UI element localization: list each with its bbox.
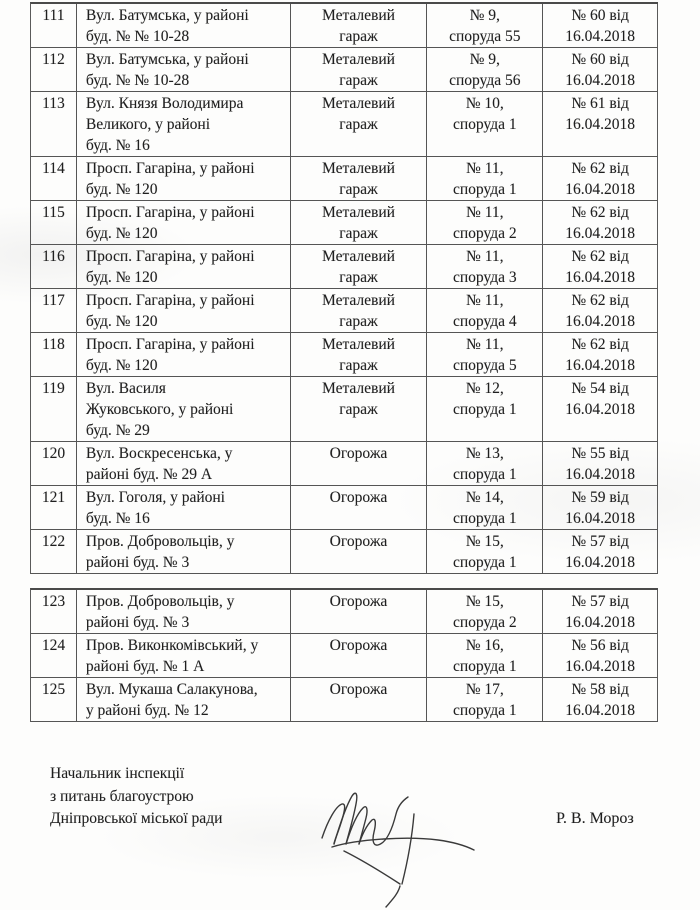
table-row	[31, 530, 658, 574]
cell-line: № 60 від	[571, 51, 629, 68]
cell-line: буд. № № 10-28	[85, 28, 190, 45]
cell-line: № 15,	[465, 593, 504, 610]
cell-line: Вул. Гоголя, у районі	[85, 489, 225, 506]
order-reference-cell	[543, 201, 658, 244]
cell-line: Пров. Добровольців, у	[85, 593, 235, 610]
cell-line: 16.04.2018	[565, 72, 635, 89]
table-row	[31, 92, 658, 157]
address-cell	[77, 530, 291, 573]
cell-line: Металевий	[322, 204, 395, 221]
cell-line: у районі буд. № 12	[85, 702, 209, 719]
cell-line: № 62 від	[571, 204, 629, 221]
cell-line: Вул. Мукаша Салакунова,	[85, 681, 258, 698]
cell-line: споруда 1	[452, 401, 517, 418]
address-cell	[77, 48, 291, 91]
signatory-role-line: Начальник інспекції	[50, 765, 185, 782]
structure-type-cell	[291, 157, 428, 200]
order-reference-cell	[543, 4, 658, 47]
cell-line: Просп. Гагаріна, у районі	[85, 292, 255, 309]
table-row	[31, 678, 658, 722]
structure-type-cell	[291, 333, 428, 376]
structure-type-cell	[291, 590, 428, 633]
address-cell	[77, 245, 291, 288]
cell-line: гараж	[339, 269, 378, 286]
structure-type-cell	[291, 92, 428, 156]
cell-line: гараж	[339, 116, 378, 133]
structure-number-cell	[427, 678, 543, 721]
address-cell	[77, 442, 291, 485]
cell-line: Огорожа	[329, 533, 388, 550]
cell-line: 16.04.2018	[565, 614, 635, 631]
cell-line: Вул. Воскресенська, у	[85, 445, 233, 462]
order-reference-cell	[543, 48, 658, 91]
structure-type-cell	[291, 486, 428, 529]
cell-line: Жуковського, у районі	[85, 401, 234, 418]
cell-line: Огорожа	[329, 593, 388, 610]
row-number-cell	[31, 92, 77, 156]
cell-line: № 9,	[469, 51, 500, 68]
table-row	[31, 48, 658, 92]
cell-line: споруда 1	[452, 554, 517, 571]
cell-line: № 10,	[465, 95, 504, 112]
structure-number-cell	[427, 289, 543, 332]
address-cell	[77, 590, 291, 633]
cell-line: Просп. Гагаріна, у районі	[85, 336, 255, 353]
structure-number-cell	[427, 530, 543, 573]
cell-line: Металевий	[322, 160, 395, 177]
cell-line: Вул. Василя	[85, 380, 166, 397]
cell-line: № 17,	[465, 681, 504, 698]
structure-number-cell	[427, 201, 543, 244]
address-cell	[77, 92, 291, 156]
cell-line: 16.04.2018	[565, 181, 635, 198]
signatory-role	[50, 763, 222, 831]
cell-line: Вул. Батумська, у районі	[85, 7, 249, 24]
structure-type-cell	[291, 678, 428, 721]
cell-line: № 60 від	[571, 7, 629, 24]
structure-type-cell	[291, 634, 428, 677]
structure-type-cell	[291, 245, 428, 288]
row-number-cell	[31, 201, 77, 244]
cell-line: буд. № 120	[85, 181, 158, 198]
structure-type-cell	[291, 48, 428, 91]
cell-line: 114	[42, 160, 65, 177]
structure-number-cell	[427, 486, 543, 529]
row-number-cell	[31, 4, 77, 47]
structures-table-upper	[30, 2, 658, 574]
row-number-cell	[31, 442, 77, 485]
cell-line: Огорожа	[329, 681, 388, 698]
cell-line: Вул. Князя Володимира	[85, 95, 244, 112]
cell-line: буд. № 120	[85, 269, 158, 286]
cell-line: № 62 від	[571, 248, 629, 265]
cell-line: Металевий	[322, 95, 395, 112]
cell-line: гараж	[339, 357, 378, 374]
address-cell	[77, 157, 291, 200]
cell-line: № 11,	[466, 336, 504, 353]
row-number-cell	[31, 678, 77, 721]
structure-type-cell	[291, 4, 428, 47]
cell-line: 16.04.2018	[565, 466, 635, 483]
cell-line: 16.04.2018	[565, 554, 635, 571]
cell-line: 124	[41, 637, 66, 654]
cell-line: № 12,	[465, 380, 504, 397]
structure-number-cell	[427, 48, 543, 91]
cell-line: № 59 від	[571, 489, 629, 506]
cell-line: буд. № 120	[85, 313, 158, 330]
cell-line: гараж	[339, 28, 378, 45]
address-cell	[77, 333, 291, 376]
cell-line: буд. № 16	[85, 137, 150, 154]
order-reference-cell	[543, 92, 658, 156]
cell-line: № 14,	[465, 489, 504, 506]
cell-line: буд. № 16	[85, 510, 150, 527]
cell-line: 112	[42, 51, 65, 68]
table-row	[31, 590, 658, 634]
cell-line: Просп. Гагаріна, у районі	[85, 160, 255, 177]
structure-number-cell	[427, 4, 543, 47]
row-number-cell	[31, 530, 77, 573]
cell-line: 16.04.2018	[565, 658, 635, 675]
structure-number-cell	[427, 590, 543, 633]
structure-number-cell	[427, 157, 543, 200]
cell-line: 123	[41, 593, 66, 610]
cell-line: 122	[41, 533, 66, 550]
cell-line: районі буд. № 29 А	[85, 466, 213, 483]
cell-line: Пров. Добровольців, у	[85, 533, 235, 550]
cell-line: споруда 1	[452, 702, 517, 719]
cell-line: № 61 від	[571, 95, 629, 112]
cell-line: споруда 55	[449, 28, 521, 45]
cell-line: 16.04.2018	[565, 116, 635, 133]
cell-line: № 56 від	[571, 637, 629, 654]
cell-line: споруда 1	[452, 510, 517, 527]
order-reference-cell	[543, 333, 658, 376]
table-row	[31, 333, 658, 377]
cell-line: Просп. Гагаріна, у районі	[85, 248, 255, 265]
table-row	[31, 486, 658, 530]
cell-line: споруда 56	[449, 72, 521, 89]
row-number-cell	[31, 486, 77, 529]
order-reference-cell	[543, 486, 658, 529]
table-row	[31, 4, 658, 48]
cell-line: № 9,	[469, 7, 500, 24]
order-reference-cell	[543, 442, 658, 485]
table-row	[31, 377, 658, 442]
row-number-cell	[31, 245, 77, 288]
signatory-name: Р. В. Мороз	[556, 810, 634, 827]
structure-number-cell	[427, 634, 543, 677]
table-row	[31, 245, 658, 289]
cell-line: споруда 1	[452, 181, 517, 198]
cell-line: № 62 від	[571, 292, 629, 309]
address-cell	[77, 634, 291, 677]
cell-line: районі буд. № 1 А	[85, 658, 205, 675]
structure-number-cell	[427, 245, 543, 288]
cell-line: № 62 від	[571, 160, 629, 177]
cell-line: 16.04.2018	[565, 28, 635, 45]
cell-line: № 13,	[465, 445, 504, 462]
cell-line: 125	[41, 681, 66, 698]
cell-line: гараж	[339, 72, 378, 89]
cell-line: 16.04.2018	[565, 269, 635, 286]
cell-line: 111	[42, 7, 65, 24]
cell-line: буд. № 120	[85, 225, 158, 242]
order-reference-cell	[543, 590, 658, 633]
cell-line: гараж	[339, 401, 378, 418]
cell-line: районі буд. № 3	[85, 614, 190, 631]
cell-line: гараж	[339, 225, 378, 242]
address-cell	[77, 486, 291, 529]
cell-line: № 11,	[466, 292, 504, 309]
cell-line: Металевий	[322, 380, 395, 397]
row-number-cell	[31, 634, 77, 677]
structure-number-cell	[427, 333, 543, 376]
cell-line: 16.04.2018	[565, 357, 635, 374]
cell-line: № 16,	[465, 637, 504, 654]
cell-line: Металевий	[322, 336, 395, 353]
cell-line: 115	[42, 204, 65, 221]
cell-line: 116	[42, 248, 65, 265]
cell-line: Огорожа	[329, 445, 388, 462]
structure-type-cell	[291, 377, 428, 441]
structure-type-cell	[291, 442, 428, 485]
address-cell	[77, 4, 291, 47]
cell-line: гараж	[339, 313, 378, 330]
structure-type-cell	[291, 289, 428, 332]
cell-line: споруда 1	[452, 466, 517, 483]
cell-line: Металевий	[322, 292, 395, 309]
cell-line: Металевий	[322, 51, 395, 68]
table-row	[31, 201, 658, 245]
order-reference-cell	[543, 157, 658, 200]
cell-line: Просп. Гагаріна, у районі	[85, 204, 255, 221]
cell-line: районі буд. № 3	[85, 554, 190, 571]
row-number-cell	[31, 289, 77, 332]
table-row	[31, 157, 658, 201]
signatory-role-line: Дніпровської міської ради	[50, 810, 223, 827]
structure-number-cell	[427, 377, 543, 441]
order-reference-cell	[543, 678, 658, 721]
order-reference-cell	[543, 377, 658, 441]
cell-line: Металевий	[322, 7, 395, 24]
cell-line: 16.04.2018	[565, 510, 635, 527]
cell-line: Вул. Батумська, у районі	[85, 51, 249, 68]
structure-number-cell	[427, 442, 543, 485]
cell-line: споруда 1	[452, 658, 517, 675]
table-row	[31, 289, 658, 333]
cell-line: буд. № 120	[85, 357, 158, 374]
signatory-role-line: з питань благоустрою	[50, 787, 194, 805]
cell-line: 118	[42, 336, 65, 353]
cell-line: Пров. Виконкомівський, у	[85, 637, 259, 654]
cell-line: № 11,	[466, 160, 504, 177]
row-number-cell	[31, 48, 77, 91]
cell-line: 113	[42, 95, 65, 112]
order-reference-cell	[543, 634, 658, 677]
cell-line: споруда 4	[452, 313, 517, 330]
structure-type-cell	[291, 201, 428, 244]
cell-line: № 15,	[465, 533, 504, 550]
cell-line: № 11,	[466, 204, 504, 221]
cell-line: № 11,	[466, 248, 504, 265]
cell-line: 119	[42, 380, 65, 397]
cell-line: буд. № 29	[85, 422, 150, 439]
cell-line: № 54 від	[571, 380, 629, 397]
address-cell	[77, 289, 291, 332]
address-cell	[77, 678, 291, 721]
cell-line: 121	[41, 489, 66, 506]
cell-line: Огорожа	[329, 637, 388, 654]
cell-line: № 57 від	[571, 593, 629, 610]
cell-line: споруда 2	[452, 614, 517, 631]
row-number-cell	[31, 333, 77, 376]
order-reference-cell	[543, 289, 658, 332]
cell-line: споруда 3	[452, 269, 517, 286]
row-number-cell	[31, 157, 77, 200]
row-number-cell	[31, 590, 77, 633]
cell-line: гараж	[339, 181, 378, 198]
cell-line: споруда 2	[452, 225, 517, 242]
cell-line: № 62 від	[571, 336, 629, 353]
cell-line: 16.04.2018	[565, 401, 635, 418]
address-cell	[77, 201, 291, 244]
order-reference-cell	[543, 245, 658, 288]
row-number-cell	[31, 377, 77, 441]
cell-line: споруда 1	[452, 116, 517, 133]
handwritten-signature-icon	[308, 786, 490, 910]
cell-line: Огорожа	[329, 489, 388, 506]
address-cell	[77, 377, 291, 441]
cell-line: № 57 від	[571, 533, 629, 550]
cell-line: буд. № № 10-28	[85, 72, 190, 89]
structure-type-cell	[291, 530, 428, 573]
cell-line: споруда 5	[452, 357, 517, 374]
cell-line: 16.04.2018	[565, 313, 635, 330]
cell-line: Великого, у районі	[85, 116, 211, 133]
cell-line: Металевий	[322, 248, 395, 265]
cell-line: 117	[42, 292, 65, 309]
order-reference-cell	[543, 530, 658, 573]
table-row	[31, 634, 658, 678]
cell-line: 16.04.2018	[565, 702, 635, 719]
cell-line: № 55 від	[571, 445, 629, 462]
table-row	[31, 442, 658, 486]
cell-line: 120	[41, 445, 66, 462]
structure-number-cell	[427, 92, 543, 156]
structures-table-lower	[30, 588, 658, 722]
cell-line: № 58 від	[571, 681, 629, 698]
cell-line: 16.04.2018	[565, 225, 635, 242]
